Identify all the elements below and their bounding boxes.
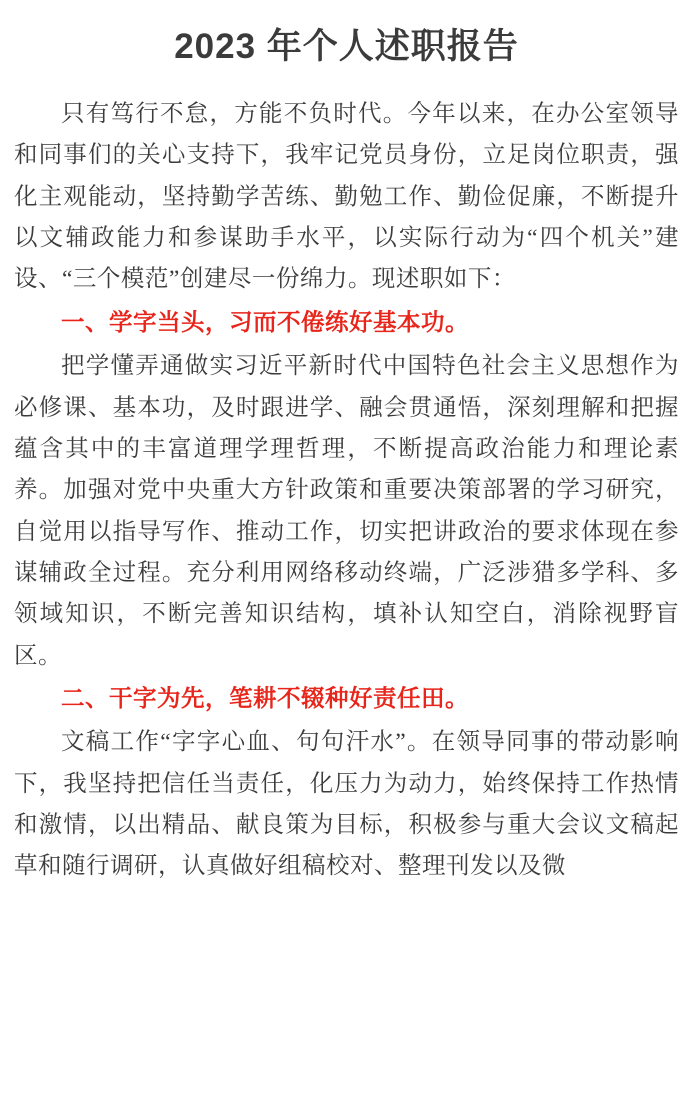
page-title: 2023 年个人述职报告	[174, 27, 519, 66]
paragraph-section-one-body: 把学懂弄通做实习近平新时代中国特色社会主义思想作为必修课、基本功，及时跟进学、融会贯通悟，深刻理解和把握蕴含其中的丰富道理学理哲理，不断提高政治能力和理论素养。加强对党中央重大方针政策和重要决策部署的学习研究，自觉用以指导写作、推动工作，切实把讲政治的要求体现在参谋辅政全过程。充分利用网络移动终端，广泛涉猎多学科、多领域知识，不断完善知识结构，填补认知空白，消除视野盲区。	[14, 353, 679, 669]
section-heading-two: 二、干字为先，笔耕不辍种好责任田。	[61, 686, 469, 713]
section-heading-one: 一、学字当头，习而不倦练好基本功。	[61, 309, 469, 336]
paragraph-intro: 只有笃行不怠，方能不负时代。今年以来，在办公室领导和同事们的关心支持下，我牢记党员身份，立足岗位职责，强化主观能动，坚持勤学苦练、勤勉工作、勤俭促廉，不断提升以文辅政能力和参谋助手水平，以实际行动为“四个机关”建设、“三个模范”创建尽一份绵力。现述职如下：	[14, 101, 679, 293]
paragraph-section-two-body: 文稿工作“字字心血、句句汗水”。在领导同事的带动影响下，我坚持把信任当责任，化压力为动力，始终保持工作热情和激情，以出精品、献良策为目标，积极参与重大会议文稿起草和随行调研，认真做好组稿校对、整理刊发以及微	[14, 729, 679, 880]
